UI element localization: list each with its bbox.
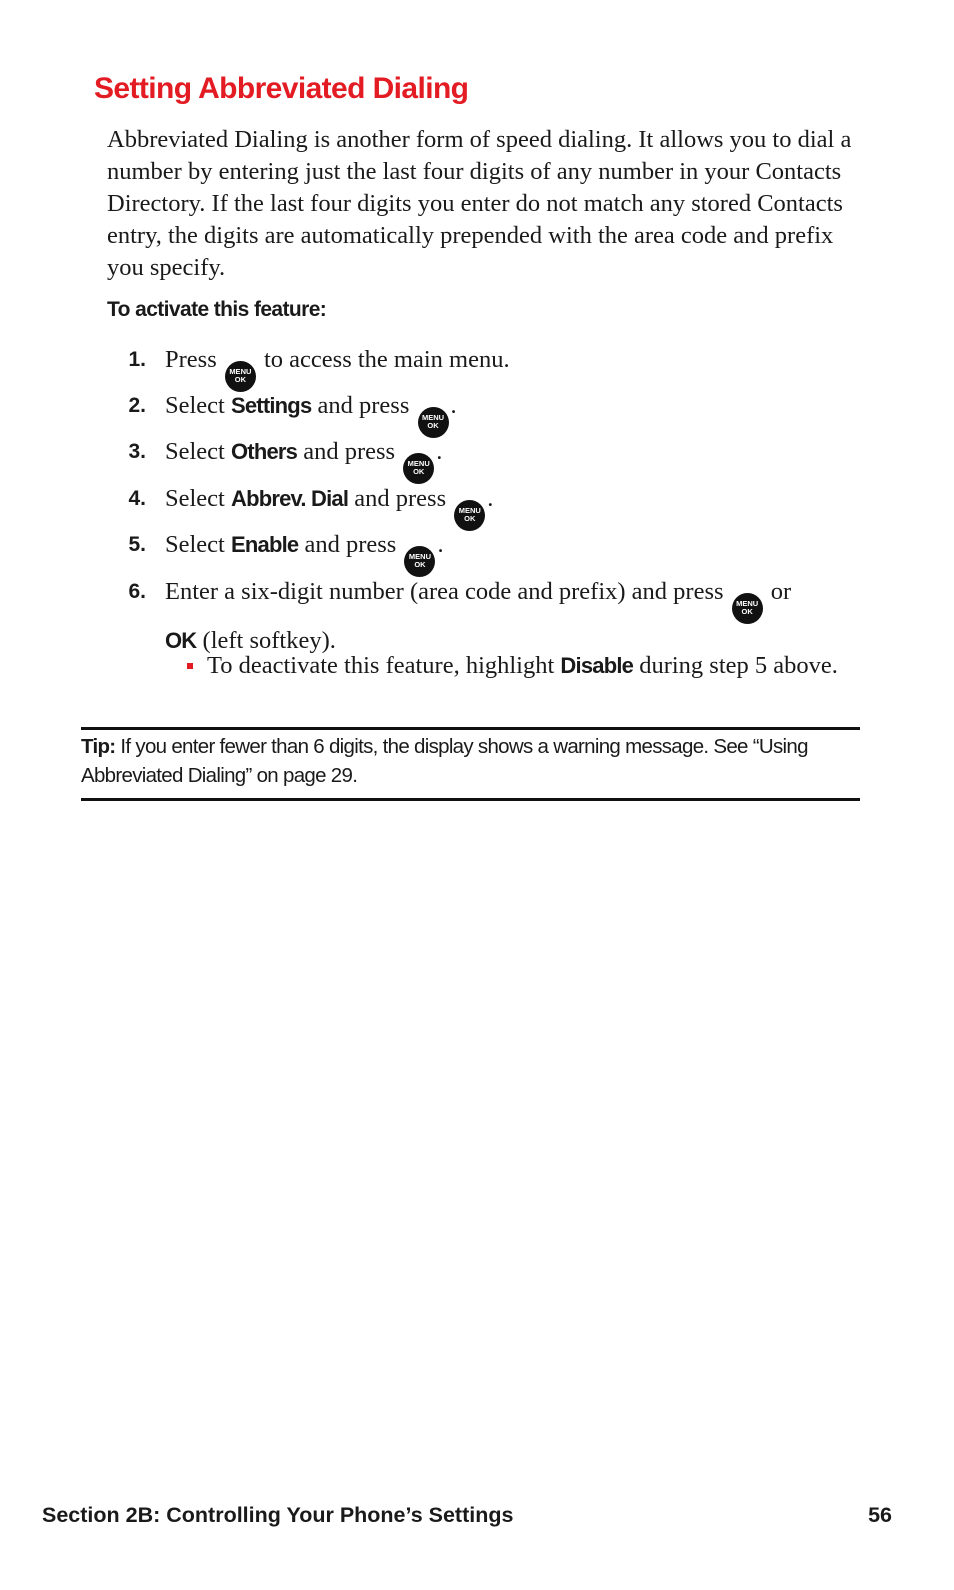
menu-ok-key-icon: [225, 361, 256, 392]
step-text-part: or: [770, 578, 792, 605]
menu-ok-key-icon: [732, 593, 763, 624]
step-text-part: (left softkey).: [202, 626, 336, 654]
step-text-part: Enter a six-digit number (area code and prefix) and press: [165, 578, 724, 605]
step-text: [165, 482, 855, 531]
softkey-term-ok: OK: [165, 627, 197, 653]
step-text-part: .: [450, 392, 457, 419]
step-text: [165, 343, 855, 392]
menu-term-settings: Settings: [231, 393, 312, 418]
tip-top-rule: [81, 727, 860, 730]
step-text: [165, 575, 855, 657]
step-text-part: Press: [165, 346, 217, 373]
tip-text: If you enter fewer than 6 digits, the display shows a warning message. See “Using Abbreviated Dialing” on page 29.: [81, 735, 808, 787]
bullet-marker: [187, 663, 193, 669]
step-text-part: and press: [303, 438, 396, 465]
note-text-part: To deactivate this feature, highlight: [207, 652, 555, 679]
menu-ok-key-icon: [404, 546, 435, 577]
intro-paragraph: Abbreviated Dialing is another form of speed dialing. It allows you to dial a number by entering just the last four digits of any number in your Contacts Directory. If the last four digits you enter do not match any stored Contacts entry, the digits are automatically prepended with the area code and prefix you specify.: [107, 126, 852, 281]
step-text-part: Select: [165, 438, 225, 465]
key-icon-label: OK: [741, 607, 753, 616]
tip-bottom-rule: [81, 798, 860, 801]
menu-ok-key-icon: [403, 453, 434, 484]
step-text-part: and press: [304, 531, 397, 558]
step-text-part: and press: [354, 485, 447, 512]
note-text-part: during step 5 above.: [639, 652, 838, 679]
step-text-part: and press: [317, 392, 410, 419]
key-icon-label: OK: [234, 375, 246, 384]
deactivate-note-text: [207, 650, 847, 682]
key-icon-label: MENU: [229, 367, 252, 376]
section-heading: Setting Abbreviated Dialing: [94, 72, 469, 105]
step-text-part: Select: [165, 485, 225, 512]
menu-term-abbrev-dial: Abbrev. Dial: [231, 486, 349, 511]
step-number: 1.: [128, 348, 146, 371]
procedure-subheading: To activate this feature:: [107, 298, 327, 321]
step-text-part: to access the main menu.: [263, 346, 510, 373]
menu-term-enable: Enable: [231, 532, 299, 557]
step-number: 6.: [128, 580, 146, 603]
key-icon-label: MENU: [408, 552, 431, 561]
footer-section-title: Section 2B: Controlling Your Phone’s Settings: [42, 1503, 514, 1527]
menu-ok-key-icon: [454, 500, 485, 531]
step-text: [165, 435, 855, 484]
step-number: 3.: [128, 440, 146, 463]
key-icon-label: OK: [464, 514, 476, 523]
key-icon-label: MENU: [736, 599, 759, 608]
key-icon-label: MENU: [458, 506, 481, 515]
menu-term-others: Others: [231, 439, 298, 464]
key-icon-label: OK: [414, 560, 426, 569]
key-icon-label: OK: [413, 467, 425, 476]
menu-term-disable: Disable: [560, 653, 634, 678]
key-icon-label: MENU: [407, 459, 430, 468]
step-text-part: Select: [165, 392, 225, 419]
step-text: [165, 389, 855, 438]
key-icon-label: MENU: [421, 413, 445, 422]
step-text-part: .: [487, 485, 494, 512]
key-icon-label: OK: [427, 421, 439, 430]
menu-ok-key-icon: [418, 407, 449, 438]
step-text-part: Select: [165, 531, 225, 558]
step-number: 2.: [128, 394, 146, 417]
step-text-part: .: [437, 531, 444, 558]
step-number: 5.: [128, 533, 146, 556]
tip-label: Tip:: [81, 735, 116, 758]
step-number: 4.: [128, 487, 146, 510]
tip-box: [81, 732, 860, 790]
step-text-part: .: [436, 438, 443, 465]
page-number: 56: [868, 1503, 892, 1527]
step-text: [165, 528, 855, 577]
